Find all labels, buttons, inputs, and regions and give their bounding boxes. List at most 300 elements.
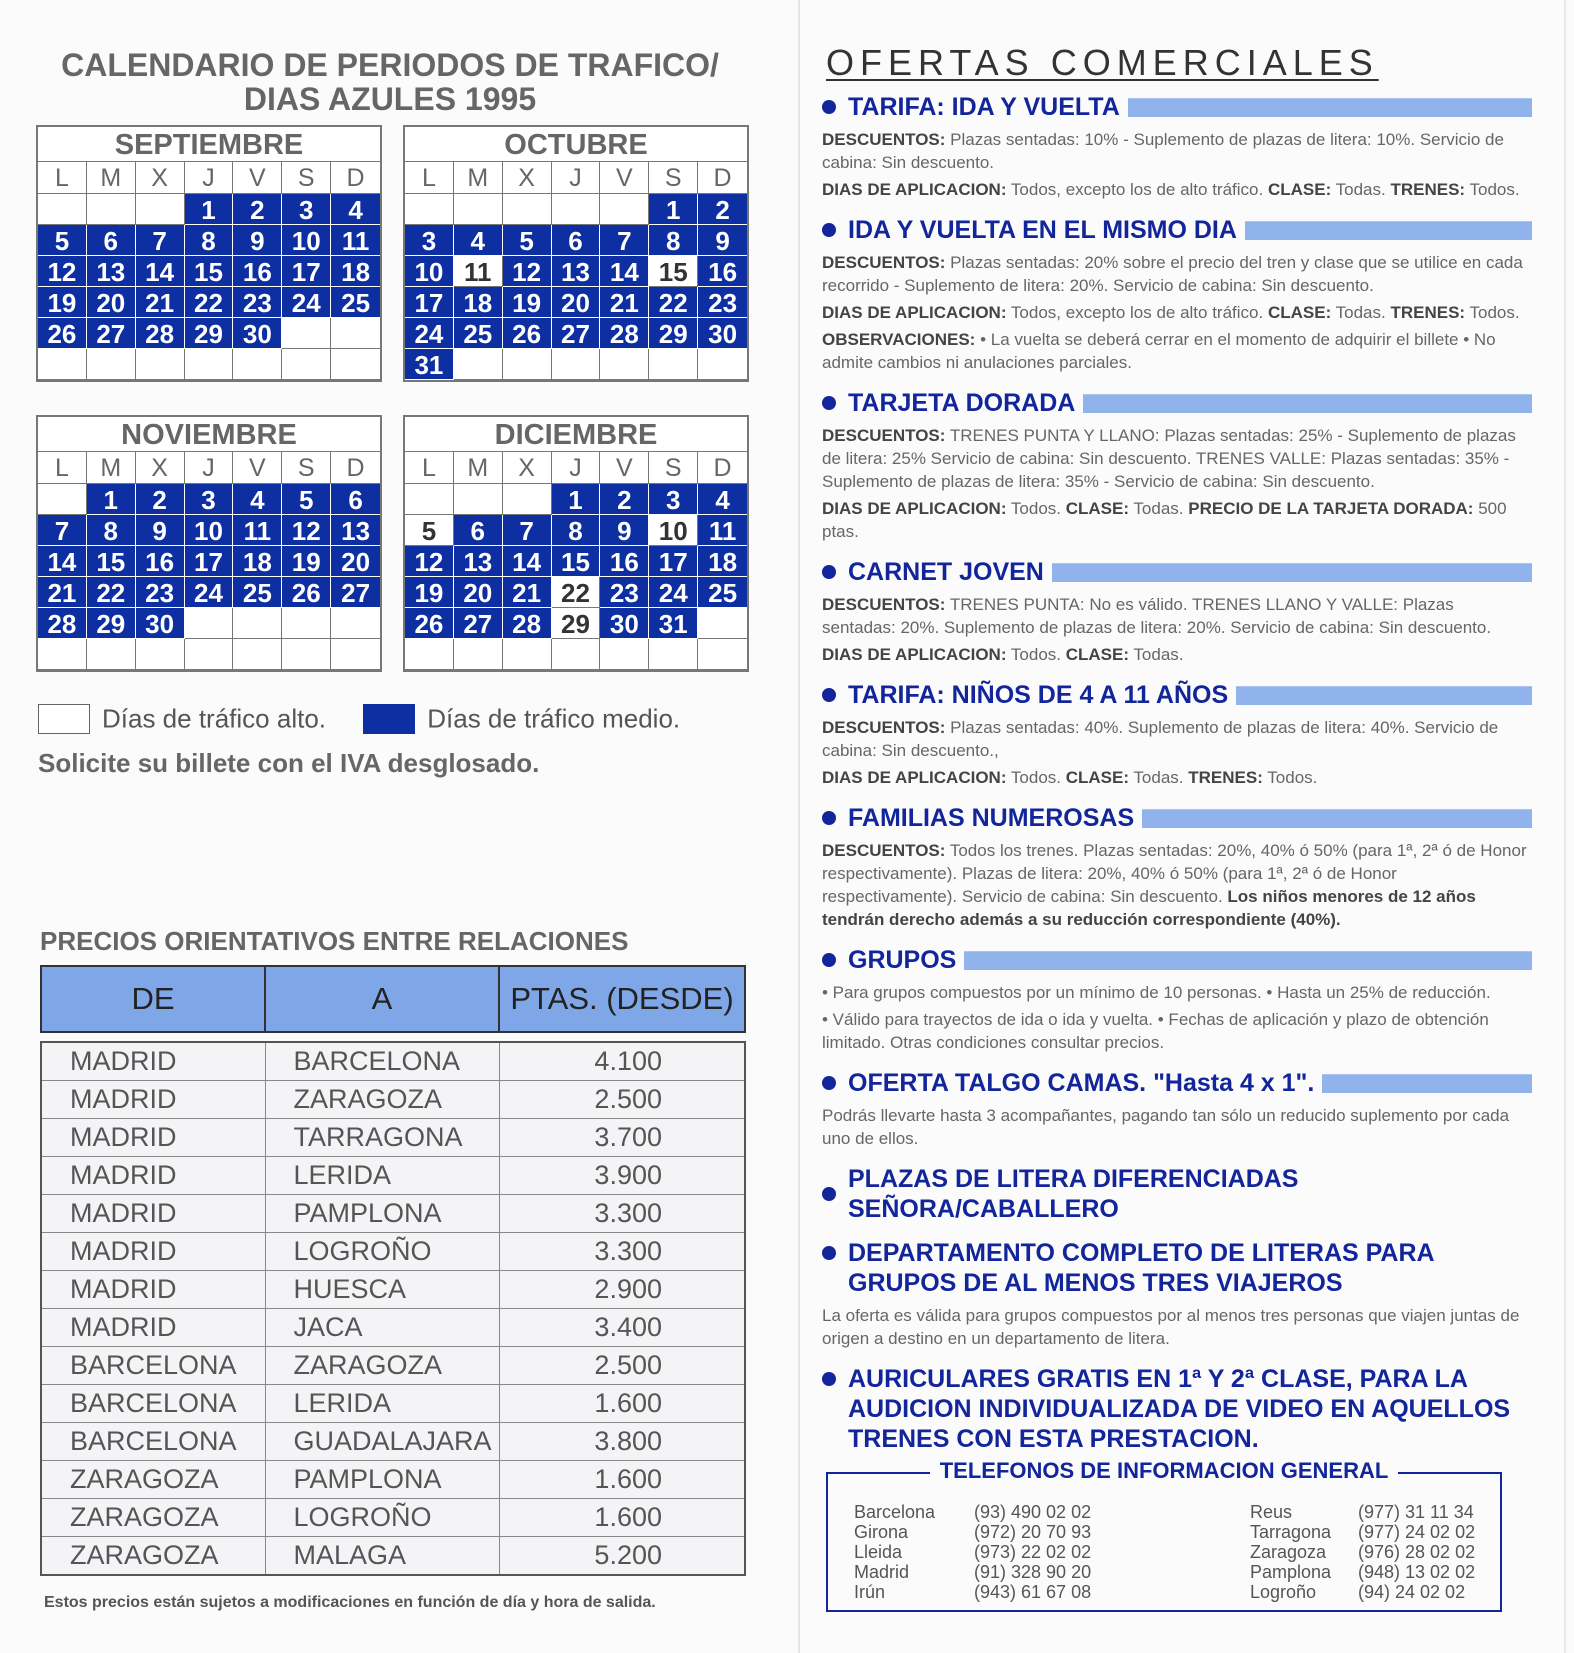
- weekday-header: L: [405, 162, 454, 194]
- day-cell-medium-traffic: 18: [331, 256, 380, 287]
- day-cell-medium-traffic: 12: [503, 256, 552, 287]
- day-cell-empty: [38, 484, 87, 515]
- day-cell-medium-traffic: 20: [87, 287, 136, 318]
- weekday-header: M: [87, 162, 136, 194]
- offer-heading-text: AURICULARES GRATIS EN 1ª Y 2ª CLASE, PARA LA AUDICION INDIVIDUALIZADA DE VIDEO EN AQUELLOS TRENES CON ESTA PRESTACION.: [848, 1365, 1511, 1453]
- day-cell-empty: [454, 194, 503, 225]
- day-cell-empty: [38, 194, 87, 225]
- day-cell-empty: [552, 349, 601, 380]
- table-row: [41, 1081, 745, 1119]
- month-grid: [38, 162, 380, 380]
- day-cell-empty: [600, 349, 649, 380]
- bullet-icon: [822, 1372, 836, 1386]
- day-cell-empty: [233, 639, 282, 670]
- day-cell-medium-traffic: 6: [87, 225, 136, 256]
- month-name: OCTUBRE: [405, 127, 747, 162]
- heading-bar: [1322, 1074, 1532, 1093]
- prices-title: PRECIOS ORIENTATIVOS ENTRE RELACIONES: [40, 926, 629, 956]
- offer-text: Plazas sentadas: 10% - Suplemento de plazas de litera: 10%. Servicio de cabina: Sin descuento.: [822, 130, 1504, 172]
- offer-item: [822, 557, 1532, 666]
- offer-text: Todos.: [1006, 768, 1066, 787]
- table-row: [41, 1195, 745, 1233]
- offer-body: [822, 593, 1532, 666]
- price-cell-price: 4.100: [499, 1042, 745, 1081]
- offer-item: [822, 1238, 1532, 1350]
- day-cell-medium-traffic: 21: [503, 577, 552, 608]
- price-cell-from: MADRID: [41, 1309, 265, 1347]
- day-cell-medium-traffic: 14: [136, 256, 185, 287]
- day-cell-medium-traffic: 28: [600, 318, 649, 349]
- day-cell-medium-traffic: 24: [185, 577, 234, 608]
- price-cell-price: 2.500: [499, 1081, 745, 1119]
- day-cell-medium-traffic: 22: [185, 287, 234, 318]
- price-cell-to: BARCELONA: [265, 1042, 499, 1081]
- offer-text: Todas.: [1129, 499, 1189, 518]
- day-cell-medium-traffic: 2: [233, 194, 282, 225]
- phone-number: (94) 24 02 02: [1358, 1582, 1466, 1602]
- price-cell-from: ZARAGOZA: [41, 1461, 265, 1499]
- day-cell-medium-traffic: 20: [552, 287, 601, 318]
- table-row: [41, 1537, 745, 1576]
- calendar-title: [30, 48, 750, 116]
- day-cell-medium-traffic: 4: [233, 484, 282, 515]
- prices-header-to: A: [265, 966, 499, 1032]
- day-cell-empty: [552, 639, 601, 670]
- phone-number: (977) 31 11 34: [1358, 1502, 1474, 1522]
- day-cell-medium-traffic: 23: [698, 287, 747, 318]
- offer-text: Todas.: [1129, 768, 1189, 787]
- table-row: [41, 1385, 745, 1423]
- price-cell-to: PAMPLONA: [265, 1195, 499, 1233]
- offer-heading-text: DEPARTAMENTO COMPLETO DE LITERAS PARA GRUPOS DE AL MENOS TRES VIAJEROS: [848, 1239, 1434, 1297]
- offer-label: DIAS DE APLICACION:: [822, 499, 1007, 518]
- month-september: [36, 125, 382, 382]
- price-cell-to: LERIDA: [265, 1385, 499, 1423]
- day-cell-medium-traffic: 28: [503, 608, 552, 639]
- heading-bar: [1236, 686, 1532, 705]
- day-cell-medium-traffic: 21: [136, 287, 185, 318]
- day-cell-medium-traffic: 11: [233, 515, 282, 546]
- day-cell-medium-traffic: 20: [454, 577, 503, 608]
- price-cell-price: 1.600: [499, 1499, 745, 1537]
- offer-text: • Para grupos compuestos por un mínimo de 10 personas. • Hasta un 25% de reducción.: [822, 983, 1491, 1002]
- table-row: [41, 1042, 745, 1081]
- day-cell-medium-traffic: 28: [136, 318, 185, 349]
- day-cell-medium-traffic: 26: [282, 577, 331, 608]
- price-cell-price: 2.500: [499, 1347, 745, 1385]
- offer-heading-text: TARIFA: NIÑOS DE 4 A 11 AÑOS: [848, 681, 1229, 709]
- day-cell-medium-traffic: 12: [405, 546, 454, 577]
- offer-paragraph: [822, 178, 1532, 201]
- price-cell-to: JACA: [265, 1309, 499, 1347]
- month-grid: [38, 452, 380, 670]
- day-cell-empty: [600, 639, 649, 670]
- page-fold: [798, 0, 800, 1653]
- table-row: [41, 1461, 745, 1499]
- day-cell-medium-traffic: 10: [282, 225, 331, 256]
- day-cell-medium-traffic: 19: [38, 287, 87, 318]
- day-cell-medium-traffic: 25: [454, 318, 503, 349]
- offer-body: [822, 716, 1532, 789]
- price-cell-price: 2.900: [499, 1271, 745, 1309]
- day-cell-medium-traffic: 9: [233, 225, 282, 256]
- table-row: [41, 1271, 745, 1309]
- day-cell-empty: [454, 349, 503, 380]
- offer-body: [822, 1104, 1532, 1150]
- day-cell-medium-traffic: 27: [552, 318, 601, 349]
- day-cell-medium-traffic: 4: [331, 194, 380, 225]
- day-cell-medium-traffic: 13: [87, 256, 136, 287]
- day-cell-high-traffic: 15: [649, 256, 698, 287]
- day-cell-medium-traffic: 8: [87, 515, 136, 546]
- offer-item: [822, 388, 1532, 543]
- offer-body: [822, 251, 1532, 374]
- phone-city: Barcelona: [854, 1502, 936, 1522]
- bullet-icon: [822, 1187, 836, 1201]
- offer-label: DIAS DE APLICACION:: [822, 180, 1007, 199]
- day-cell-medium-traffic: 20: [331, 546, 380, 577]
- day-cell-medium-traffic: 8: [649, 225, 698, 256]
- offer-text: Todos los trenes. Plazas sentadas: 20%, 40% ó 50% (para 1ª, 2ª ó de Honor respectivamente). Plazas de litera: 20%, 40% ó 50% (para 1ª, 2ª ó de Honor respectivamente). Servicio de cabina: Sin descuento.: [822, 841, 1527, 906]
- offer-text: Todos.: [1006, 645, 1066, 664]
- offer-heading: [822, 215, 1532, 245]
- legend-medium-swatch: [363, 704, 415, 734]
- day-cell-empty: [552, 194, 601, 225]
- phone-city: Irún: [854, 1582, 886, 1602]
- day-cell-medium-traffic: 9: [136, 515, 185, 546]
- day-cell-medium-traffic: 7: [600, 225, 649, 256]
- phones-left-numbers: [974, 1502, 1091, 1602]
- offer-heading: [822, 1364, 1532, 1454]
- day-cell-medium-traffic: 17: [282, 256, 331, 287]
- phones-right-numbers: [1358, 1502, 1475, 1602]
- day-cell-empty: [503, 349, 552, 380]
- day-cell-medium-traffic: 25: [233, 577, 282, 608]
- day-cell-medium-traffic: 18: [698, 546, 747, 577]
- weekday-header: J: [552, 452, 601, 484]
- price-cell-from: BARCELONA: [41, 1347, 265, 1385]
- weekday-header: M: [87, 452, 136, 484]
- offer-label: DESCUENTOS:: [822, 841, 946, 860]
- day-cell-medium-traffic: 29: [185, 318, 234, 349]
- day-cell-medium-traffic: 13: [331, 515, 380, 546]
- price-cell-to: MALAGA: [265, 1537, 499, 1576]
- day-cell-medium-traffic: 2: [136, 484, 185, 515]
- day-cell-medium-traffic: 3: [185, 484, 234, 515]
- day-cell-medium-traffic: 15: [87, 546, 136, 577]
- phone-number: (972) 20 70 93: [974, 1522, 1092, 1542]
- offer-text: Todos, excepto los de alto tráfico.: [1006, 180, 1268, 199]
- weekday-header: L: [405, 452, 454, 484]
- phone-city: Tarragona: [1250, 1522, 1332, 1542]
- day-cell-medium-traffic: 11: [698, 515, 747, 546]
- day-cell-empty: [503, 194, 552, 225]
- price-cell-from: MADRID: [41, 1119, 265, 1157]
- day-cell-medium-traffic: 13: [552, 256, 601, 287]
- day-cell-empty: [405, 194, 454, 225]
- day-cell-medium-traffic: 17: [649, 546, 698, 577]
- weekday-header: J: [552, 162, 601, 194]
- day-cell-medium-traffic: 30: [233, 318, 282, 349]
- table-row: [41, 1309, 745, 1347]
- month-november: [36, 415, 382, 672]
- offer-label: TRENES:: [1390, 180, 1466, 199]
- phone-city: Zaragoza: [1250, 1542, 1327, 1562]
- day-cell-empty: [454, 484, 503, 515]
- offer-label: PRECIO DE LA TARJETA DORADA:: [1188, 499, 1474, 518]
- phone-number: (973) 22 02 02: [974, 1542, 1092, 1562]
- day-cell-empty: [185, 349, 234, 380]
- weekday-header: X: [503, 452, 552, 484]
- offer-text: Plazas sentadas: 40%. Suplemento de plazas de litera: 40%. Servicio de cabina: Sin descuento.,: [822, 718, 1499, 760]
- price-cell-from: BARCELONA: [41, 1385, 265, 1423]
- offer-label: CLASE:: [1267, 303, 1332, 322]
- day-cell-medium-traffic: 3: [649, 484, 698, 515]
- day-cell-empty: [600, 194, 649, 225]
- offer-heading: [822, 803, 1532, 833]
- offer-heading-text: OFERTA TALGO CAMAS. "Hasta 4 x 1".: [848, 1069, 1315, 1097]
- weekday-header: M: [454, 162, 503, 194]
- day-cell-medium-traffic: 21: [38, 577, 87, 608]
- offer-heading-text: IDA Y VUELTA EN EL MISMO DIA: [848, 216, 1237, 244]
- offer-text: Todos, excepto los de alto tráfico.: [1006, 303, 1268, 322]
- day-cell-medium-traffic: 5: [282, 484, 331, 515]
- price-cell-to: TARRAGONA: [265, 1119, 499, 1157]
- phone-number: (977) 24 02 02: [1358, 1522, 1476, 1542]
- day-cell-medium-traffic: 29: [87, 608, 136, 639]
- day-cell-medium-traffic: 5: [38, 225, 87, 256]
- day-cell-medium-traffic: 2: [698, 194, 747, 225]
- day-cell-medium-traffic: 30: [600, 608, 649, 639]
- weekday-header: L: [38, 452, 87, 484]
- day-cell-medium-traffic: 3: [282, 194, 331, 225]
- day-cell-medium-traffic: 26: [38, 318, 87, 349]
- weekday-header: S: [649, 452, 698, 484]
- offer-text: TRENES PUNTA: No es válido. TRENES LLANO Y VALLE: Plazas sentadas: 20%. Suplemento de plazas de litera: 20%. Servicio de cabina: Sin descuento.: [822, 595, 1492, 637]
- offer-paragraph: [822, 424, 1532, 493]
- bullet-icon: [822, 1076, 836, 1090]
- price-cell-from: ZARAGOZA: [41, 1537, 265, 1576]
- day-cell-medium-traffic: 8: [552, 515, 601, 546]
- price-cell-price: 1.600: [499, 1461, 745, 1499]
- weekday-header: X: [136, 162, 185, 194]
- offer-label: DESCUENTOS:: [822, 130, 946, 149]
- price-cell-from: MADRID: [41, 1195, 265, 1233]
- offer-paragraph: [822, 128, 1532, 174]
- weekday-header: D: [698, 452, 747, 484]
- day-cell-medium-traffic: 31: [649, 608, 698, 639]
- day-cell-medium-traffic: 16: [698, 256, 747, 287]
- month-december: [403, 415, 749, 672]
- offer-body: [822, 128, 1532, 201]
- day-cell-empty: [185, 608, 234, 639]
- day-cell-medium-traffic: 25: [698, 577, 747, 608]
- day-cell-medium-traffic: 12: [38, 256, 87, 287]
- phone-city: Pamplona: [1250, 1562, 1332, 1582]
- phone-number: (976) 28 02 02: [1358, 1542, 1476, 1562]
- day-cell-medium-traffic: 1: [649, 194, 698, 225]
- offer-text: La oferta es válida para grupos compuestos por al menos tres personas que viajen juntas de origen a destino en un departamento de litera.: [822, 1306, 1520, 1348]
- day-cell-medium-traffic: 18: [454, 287, 503, 318]
- offer-paragraph: [822, 251, 1532, 297]
- month-october: [403, 125, 749, 382]
- day-cell-medium-traffic: 1: [552, 484, 601, 515]
- day-cell-empty: [136, 349, 185, 380]
- weekday-header: J: [185, 452, 234, 484]
- heading-bar: [1128, 98, 1532, 117]
- offer-label: CLASE:: [1267, 180, 1332, 199]
- day-cell-medium-traffic: 23: [233, 287, 282, 318]
- offer-paragraph: [822, 766, 1532, 789]
- price-cell-from: MADRID: [41, 1233, 265, 1271]
- day-cell-medium-traffic: 15: [185, 256, 234, 287]
- day-cell-empty: [87, 639, 136, 670]
- offer-label: Los niños menores de 12 años tendrán derecho además a su reducción correspondiente (40%).: [822, 887, 1476, 929]
- day-cell-empty: [698, 639, 747, 670]
- price-cell-price: 3.300: [499, 1233, 745, 1271]
- day-cell-empty: [649, 349, 698, 380]
- day-cell-medium-traffic: 31: [405, 349, 454, 380]
- price-cell-from: MADRID: [41, 1157, 265, 1195]
- calendar-title-line1: CALENDARIO DE PERIODOS DE TRAFICO/: [61, 47, 719, 83]
- weekday-header: S: [282, 452, 331, 484]
- day-cell-medium-traffic: 6: [552, 225, 601, 256]
- day-cell-medium-traffic: 16: [136, 546, 185, 577]
- day-cell-medium-traffic: 21: [600, 287, 649, 318]
- day-cell-medium-traffic: 24: [282, 287, 331, 318]
- day-cell-medium-traffic: 22: [87, 577, 136, 608]
- weekday-header: D: [331, 452, 380, 484]
- bullet-icon: [822, 811, 836, 825]
- price-cell-from: MADRID: [41, 1042, 265, 1081]
- offer-heading-text: PLAZAS DE LITERA DIFERENCIADAS SEÑORA/CABALLERO: [848, 1165, 1299, 1223]
- day-cell-empty: [282, 608, 331, 639]
- phone-number: (91) 328 90 20: [974, 1562, 1092, 1582]
- day-cell-medium-traffic: 24: [649, 577, 698, 608]
- day-cell-medium-traffic: 23: [600, 577, 649, 608]
- offer-heading-text: GRUPOS: [848, 946, 957, 974]
- day-cell-empty: [454, 639, 503, 670]
- legend-medium-label: Días de tráfico medio.: [427, 703, 681, 734]
- day-cell-medium-traffic: 14: [38, 546, 87, 577]
- offer-label: TRENES:: [1390, 303, 1466, 322]
- bullet-icon: [822, 396, 836, 410]
- day-cell-medium-traffic: 16: [600, 546, 649, 577]
- day-cell-medium-traffic: 9: [698, 225, 747, 256]
- month-name: DICIEMBRE: [405, 417, 747, 452]
- day-cell-high-traffic: 5: [405, 515, 454, 546]
- weekday-header: V: [600, 452, 649, 484]
- price-cell-to: HUESCA: [265, 1271, 499, 1309]
- day-cell-empty: [282, 639, 331, 670]
- prices-header-from: DE: [41, 966, 265, 1032]
- day-cell-empty: [282, 349, 331, 380]
- phones-right-cities: [1250, 1502, 1331, 1602]
- day-cell-medium-traffic: 10: [405, 256, 454, 287]
- weekday-header: V: [233, 162, 282, 194]
- offer-paragraph: [822, 301, 1532, 324]
- bullet-icon: [822, 1246, 836, 1260]
- day-cell-medium-traffic: 11: [331, 225, 380, 256]
- calendar-title-line2: DIAS AZULES 1995: [243, 81, 537, 117]
- table-row: [41, 1499, 745, 1537]
- price-cell-to: GUADALAJARA: [265, 1423, 499, 1461]
- phone-number: (93) 490 02 02: [974, 1502, 1092, 1522]
- offer-heading-text: TARJETA DORADA: [848, 389, 1076, 417]
- price-cell-to: PAMPLONA: [265, 1461, 499, 1499]
- offer-heading: [822, 1238, 1532, 1298]
- offer-text: Podrás llevarte hasta 3 acompañantes, pagando tan sólo un reducido suplemento por cada uno de ellos.: [822, 1106, 1510, 1148]
- day-cell-empty: [698, 349, 747, 380]
- table-row: [41, 1423, 745, 1461]
- day-cell-empty: [405, 639, 454, 670]
- day-cell-medium-traffic: 22: [649, 287, 698, 318]
- day-cell-empty: [87, 194, 136, 225]
- offer-label: DESCUENTOS:: [822, 595, 946, 614]
- day-cell-medium-traffic: 18: [233, 546, 282, 577]
- day-cell-empty: [331, 639, 380, 670]
- offer-heading-text: TARIFA: IDA Y VUELTA: [848, 93, 1120, 121]
- table-row: [41, 1233, 745, 1271]
- day-cell-medium-traffic: 14: [503, 546, 552, 577]
- phone-city: Logroño: [1250, 1582, 1317, 1602]
- day-cell-empty: [233, 608, 282, 639]
- offer-item: [822, 1068, 1532, 1150]
- phone-number: (948) 13 02 02: [1358, 1562, 1476, 1582]
- offer-paragraph: [822, 981, 1532, 1004]
- offer-body: [822, 424, 1532, 543]
- day-cell-empty: [38, 349, 87, 380]
- day-cell-medium-traffic: 16: [233, 256, 282, 287]
- price-cell-from: MADRID: [41, 1081, 265, 1119]
- table-row: [41, 1157, 745, 1195]
- offer-text: Todos.: [1465, 180, 1520, 199]
- offer-label: CLASE:: [1065, 499, 1130, 518]
- offer-body: [822, 839, 1532, 931]
- day-cell-medium-traffic: 9: [600, 515, 649, 546]
- traffic-legend: [38, 702, 680, 735]
- day-cell-empty: [38, 639, 87, 670]
- price-cell-price: 3.800: [499, 1423, 745, 1461]
- offer-label: DESCUENTOS:: [822, 426, 946, 445]
- offer-item: [822, 92, 1532, 201]
- prices-table: [40, 965, 746, 1576]
- day-cell-medium-traffic: 27: [454, 608, 503, 639]
- offer-paragraph: [822, 716, 1532, 762]
- day-cell-medium-traffic: 1: [87, 484, 136, 515]
- day-cell-medium-traffic: 3: [405, 225, 454, 256]
- offer-label: CLASE:: [1065, 768, 1130, 787]
- day-cell-empty: [331, 349, 380, 380]
- offer-paragraph: [822, 1008, 1532, 1054]
- day-cell-empty: [87, 349, 136, 380]
- phone-city: Girona: [854, 1522, 909, 1542]
- day-cell-medium-traffic: 6: [331, 484, 380, 515]
- offer-label: TRENES:: [1188, 768, 1263, 787]
- bullet-icon: [822, 688, 836, 702]
- price-cell-to: ZARAGOZA: [265, 1081, 499, 1119]
- day-cell-empty: [503, 484, 552, 515]
- offer-heading-text: CARNET JOVEN: [848, 558, 1044, 586]
- price-cell-from: MADRID: [41, 1271, 265, 1309]
- price-cell-to: ZARAGOZA: [265, 1347, 499, 1385]
- bullet-icon: [822, 100, 836, 114]
- offer-paragraph: [822, 1304, 1532, 1350]
- day-cell-empty: [136, 639, 185, 670]
- month-grid: [405, 162, 747, 380]
- offer-label: DIAS DE APLICACION:: [822, 645, 1007, 664]
- day-cell-medium-traffic: 1: [185, 194, 234, 225]
